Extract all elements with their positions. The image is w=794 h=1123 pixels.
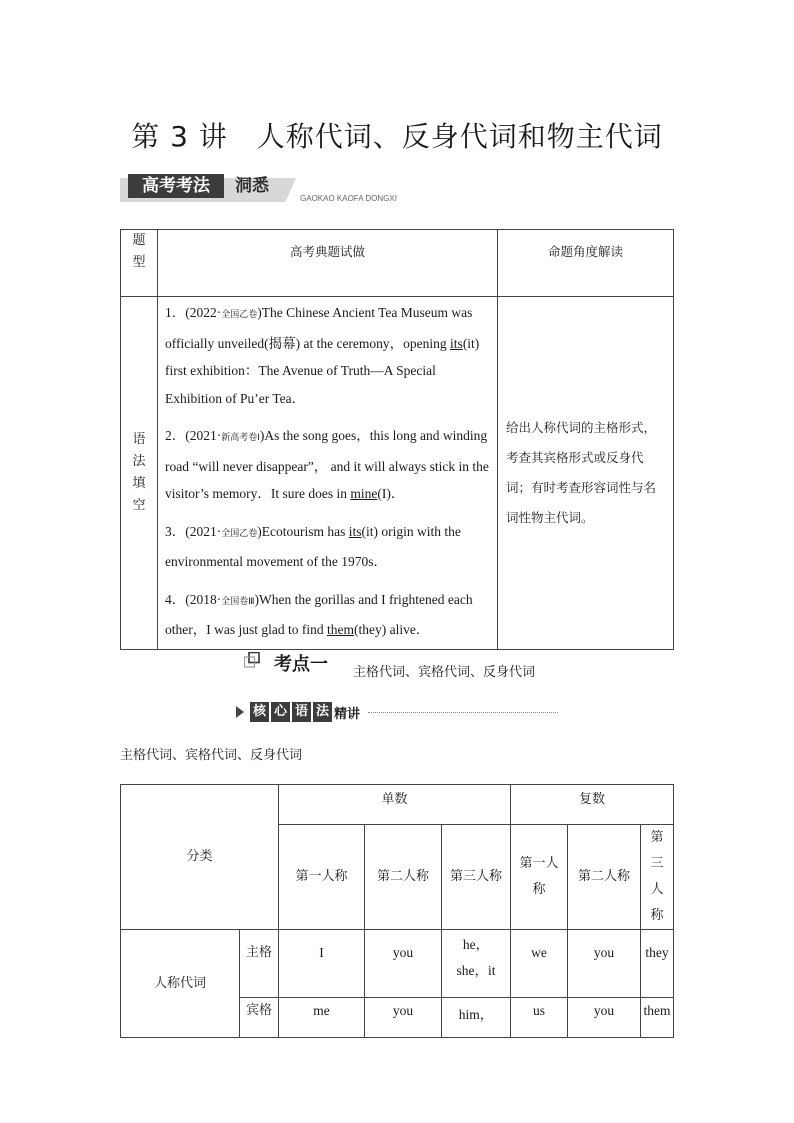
singular-header: 单数	[279, 785, 511, 825]
case-label: 主格	[240, 930, 279, 998]
answer-blank: them	[326, 622, 354, 637]
pronoun-cell: you	[365, 930, 442, 998]
grammar-tag-char: 心	[271, 702, 290, 722]
dotted-divider	[368, 712, 558, 713]
kaodian-subtitle: 主格代词、宾格代词、反身代词	[353, 665, 536, 680]
pronoun-cell: me	[279, 998, 365, 1038]
question-type-cell: 语法填空	[121, 297, 158, 650]
answer-blank: its	[450, 335, 463, 351]
page-title: 第 3 讲 人称代词、反身代词和物主代词	[131, 119, 663, 153]
col-header: 第三人称	[641, 825, 674, 930]
grammar-tag-char: 语	[292, 702, 311, 722]
pronoun-cell: them	[641, 998, 674, 1038]
play-triangle-icon	[236, 706, 244, 718]
case-label: 宾格	[240, 998, 279, 1038]
grammar-tag-char: 核	[250, 702, 269, 722]
grammar-tag-char: 法	[313, 702, 332, 722]
pronoun-table	[120, 784, 674, 1038]
exam-questions-table	[120, 229, 674, 650]
kaodian-title: 考点一	[274, 654, 328, 675]
header-analysis: 命题角度解读	[498, 230, 674, 297]
col-header: 第二人称	[568, 825, 641, 930]
answer-blank: mine	[350, 486, 378, 501]
answer-blank: its	[348, 523, 362, 539]
col-header: 第二人称	[365, 825, 442, 930]
kaodian-square-icon	[244, 652, 260, 668]
pronoun-cell: you	[365, 998, 442, 1038]
col-header: 第三人称	[442, 825, 511, 930]
pronoun-cell: he，she，it	[442, 930, 511, 998]
pronoun-cell: you	[568, 998, 641, 1038]
question-4: 4．(2018·全国卷Ⅲ)When the gorillas and I frightened each other，I was just glad to find them(they) alive．	[165, 591, 473, 637]
banner-light-label: 洞悉	[235, 176, 269, 196]
section-banner	[120, 172, 420, 206]
question-2: 2．(2021·新高考卷Ⅰ)As the song goes，this long and winding road “will never disappear”， and it will always stick in the visitor’s memory．It sure does in mine(I)．	[165, 428, 489, 501]
pronoun-cell: I	[279, 930, 365, 998]
pronoun-cell: they	[641, 930, 674, 998]
grammar-tag-suffix: 精讲	[334, 707, 361, 722]
pronoun-cell: you	[568, 930, 641, 998]
analysis-cell: 给出人称代词的主格形式，考查其宾格形式或反身代词；有时考查形容词性与名词性物主代词。	[498, 297, 674, 650]
category-header: 分类	[121, 785, 279, 930]
pronoun-cell: us	[511, 998, 568, 1038]
banner-dark-label: 高考考法	[128, 174, 224, 198]
header-exam-questions: 高考典题试做	[158, 230, 498, 297]
col-header: 第一人称	[511, 825, 568, 930]
row-label: 人称代词	[121, 930, 240, 1038]
section-title: 主格代词、宾格代词、反身代词	[120, 748, 303, 763]
pronoun-cell: him，	[442, 998, 511, 1038]
banner-subtitle: GAOKAO KAOFA DONGXI	[300, 194, 397, 203]
question-1: 1．(2022·全国乙卷)The Chinese Ancient Tea Museum was officially unveiled(揭幕) at the ceremony，opening its(it) first exhibition：The Avenue of Truth—A Special Exhibition of Pu’er Tea．	[165, 305, 480, 406]
pronoun-cell: we	[511, 930, 568, 998]
questions-cell	[158, 297, 498, 650]
plural-header: 复数	[511, 785, 674, 825]
header-question-type: 题型	[121, 230, 158, 297]
question-3: 3．(2021·全国乙卷)Ecotourism has its(it) origin with the environmental movement of the 1970s．	[165, 523, 461, 569]
col-header: 第一人称	[279, 825, 365, 930]
